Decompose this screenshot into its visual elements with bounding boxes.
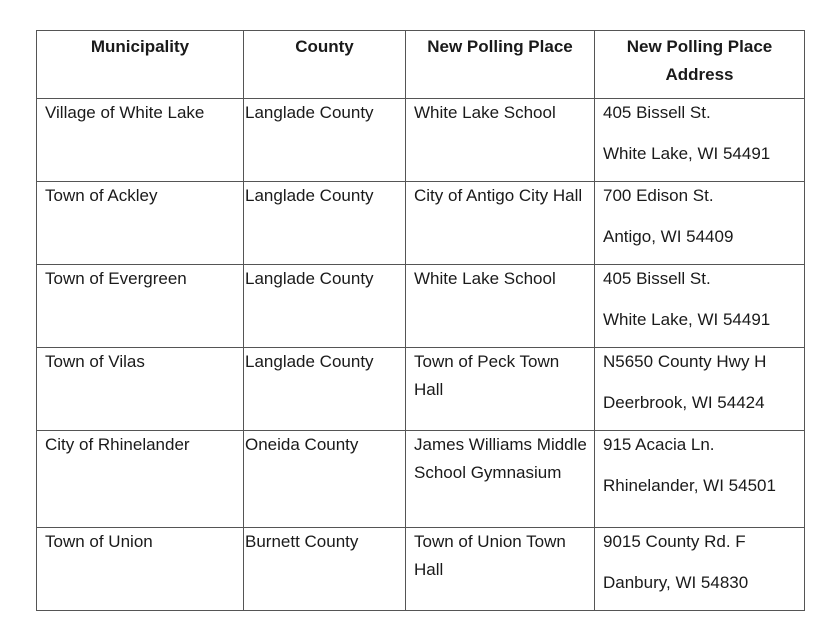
address-street: 9015 County Rd. F [603, 532, 746, 551]
county-cell: Langlade County [244, 99, 406, 182]
address-city: Deerbrook, WI 54424 [603, 393, 765, 412]
address-cell [595, 528, 805, 611]
county-cell: Burnett County [244, 528, 406, 611]
polling-place-cell [406, 265, 595, 348]
address-city: White Lake, WI 54491 [603, 310, 771, 329]
polling-place-cell [406, 99, 595, 182]
header-county: County [244, 31, 406, 99]
table-header [37, 31, 805, 99]
polling-place-text: White Lake School [414, 103, 556, 122]
table-row [37, 265, 805, 348]
address-street: 405 Bissell St. [603, 103, 711, 122]
county-cell: Langlade County [244, 348, 406, 431]
polling-place-text: White Lake School [414, 269, 556, 288]
polling-place-cell [406, 431, 595, 528]
municipality-cell: Town of Evergreen [37, 265, 244, 348]
address-cell [595, 265, 805, 348]
municipality-cell: Town of Vilas [37, 348, 244, 431]
address-cell [595, 182, 805, 265]
polling-place-text: Town of Peck Town Hall [414, 352, 560, 399]
address-cell [595, 348, 805, 431]
table-row [37, 528, 805, 611]
polling-place-cell [406, 348, 595, 431]
address-cell [595, 99, 805, 182]
county-cell: Langlade County [244, 265, 406, 348]
address-street: 915 Acacia Ln. [603, 435, 715, 454]
address-city: Antigo, WI 54409 [603, 227, 734, 246]
address-street: N5650 County Hwy H [603, 352, 767, 371]
polling-place-text: City of Antigo City Hall [414, 186, 583, 205]
table-row [37, 348, 805, 431]
polling-place-text: James Williams Middle School Gymnasium [414, 435, 587, 482]
address-city: Danbury, WI 54830 [603, 573, 749, 592]
polling-place-cell [406, 182, 595, 265]
polling-places-table [36, 30, 805, 611]
municipality-cell: Town of Ackley [37, 182, 244, 265]
table-row [37, 182, 805, 265]
table-body [37, 99, 805, 611]
header-row [37, 31, 805, 99]
county-cell: Oneida County [244, 431, 406, 528]
header-municipality: Municipality [37, 31, 244, 99]
polling-place-text: Town of Union Town Hall [414, 532, 566, 579]
header-address: New Polling Place Address [595, 31, 805, 99]
address-cell [595, 431, 805, 528]
polling-place-cell [406, 528, 595, 611]
address-city: Rhinelander, WI 54501 [603, 476, 776, 495]
table-row [37, 99, 805, 182]
address-street: 700 Edison St. [603, 186, 714, 205]
header-polling-place: New Polling Place [406, 31, 595, 99]
municipality-cell: City of Rhinelander [37, 431, 244, 528]
county-cell: Langlade County [244, 182, 406, 265]
address-city: White Lake, WI 54491 [603, 144, 771, 163]
table-row [37, 431, 805, 528]
municipality-cell: Village of White Lake [37, 99, 244, 182]
municipality-cell: Town of Union [37, 528, 244, 611]
address-street: 405 Bissell St. [603, 269, 711, 288]
